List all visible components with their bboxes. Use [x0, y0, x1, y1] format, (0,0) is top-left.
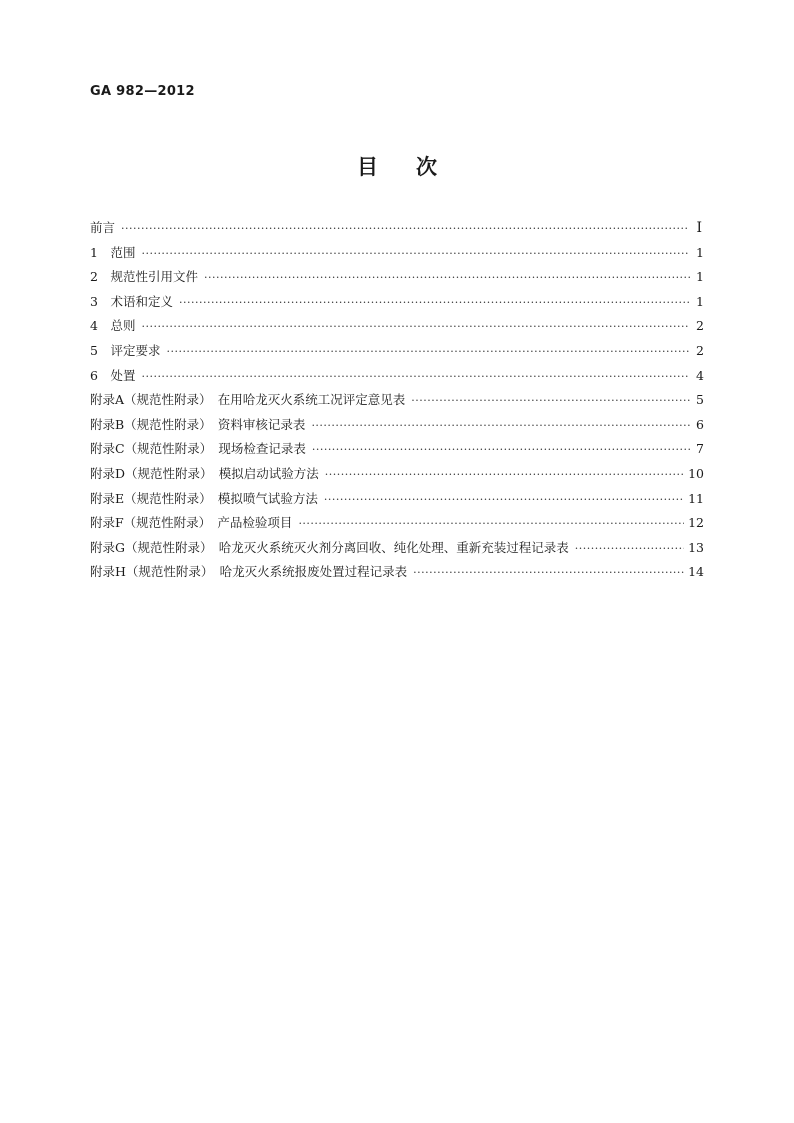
toc-item-label: 附录E（规范性附录） 模拟喷气试验方法 [90, 490, 318, 506]
toc-leader-dots [324, 488, 684, 513]
toc-item-evaluation-requirements[interactable] [90, 339, 704, 364]
toc-item-label: 附录F（规范性附录） 产品检验项目 [90, 515, 293, 531]
toc-leader-dots [121, 217, 688, 242]
toc-page-number: 13 [688, 539, 704, 555]
toc-leader-dots [575, 537, 684, 562]
toc-item-label: 2 规范性引用文件 [90, 269, 198, 285]
toc-item-foreword[interactable] [90, 216, 704, 241]
toc-leader-dots [413, 561, 684, 586]
toc-item-label: 6 处置 [90, 367, 136, 383]
toc-item-label: 附录G（规范性附录） 哈龙灭火系统灭火剂分离回收、纯化处理、重新充装过程记录表 [90, 539, 569, 555]
toc-item-general[interactable] [90, 314, 704, 339]
toc-page-number: 1 [696, 293, 704, 309]
toc-page-number: 1 [696, 269, 704, 285]
toc-leader-dots [311, 414, 690, 439]
toc-item-label: 附录B（规范性附录） 资料审核记录表 [90, 416, 306, 432]
toc-page-number: 2 [696, 318, 704, 334]
toc-leader-dots [325, 463, 684, 488]
toc-leader-dots [141, 365, 690, 390]
toc-leader-dots [411, 389, 690, 414]
toc-item-label: 附录H（规范性附录） 哈龙灭火系统报废处置过程记录表 [90, 564, 408, 580]
toc-leader-dots [141, 242, 690, 267]
toc-item-label: 前言 [90, 220, 116, 235]
toc-leader-dots [312, 438, 690, 463]
toc-item-label: 3 术语和定义 [90, 293, 173, 309]
toc-leader-dots [166, 340, 690, 365]
toc-leader-dots [141, 315, 690, 340]
toc-page-number: 14 [688, 564, 704, 580]
toc-page-number: 7 [696, 441, 704, 457]
toc-page-number: 2 [696, 342, 704, 358]
toc-item-annex-c[interactable] [90, 437, 704, 462]
toc-item-annex-g[interactable] [90, 536, 704, 561]
toc-leader-dots [204, 266, 690, 291]
toc-item-annex-b[interactable] [90, 413, 704, 438]
toc-page-number: 6 [696, 416, 704, 432]
toc-item-annex-f[interactable] [90, 511, 704, 536]
toc-page-number: 10 [688, 465, 704, 481]
toc-item-terms-definitions[interactable] [90, 290, 704, 315]
toc-page-number: 11 [688, 490, 704, 506]
toc-page-number: 5 [696, 392, 704, 408]
toc-item-label: 附录A（规范性附录） 在用哈龙灭火系统工况评定意见表 [90, 392, 406, 408]
toc-item-label: 1 范围 [90, 244, 136, 260]
toc-leader-dots [298, 512, 684, 537]
toc-item-label: 附录C（规范性附录） 现场检查记录表 [90, 441, 306, 457]
toc-page-number: 1 [696, 244, 704, 260]
toc-item-label: 5 评定要求 [90, 342, 161, 358]
toc-page-number: 4 [696, 367, 704, 383]
toc-item-annex-h[interactable] [90, 560, 704, 585]
toc-item-scope[interactable] [90, 241, 704, 266]
toc-item-annex-d[interactable] [90, 462, 704, 487]
toc-item-label: 4 总则 [90, 318, 136, 334]
toc-page-number: 12 [688, 515, 704, 531]
toc-page-number: Ⅰ [696, 220, 702, 236]
toc-item-disposal[interactable] [90, 364, 704, 389]
toc-item-normative-references[interactable] [90, 265, 704, 290]
table-of-contents [90, 216, 704, 585]
toc-item-label: 附录D（规范性附录） 模拟启动试验方法 [90, 465, 319, 481]
page-title: 目次 [357, 155, 475, 179]
toc-leader-dots [179, 291, 690, 316]
toc-item-annex-a[interactable] [90, 388, 704, 413]
standard-code: GA 982—2012 [90, 84, 195, 99]
toc-item-annex-e[interactable] [90, 487, 704, 512]
